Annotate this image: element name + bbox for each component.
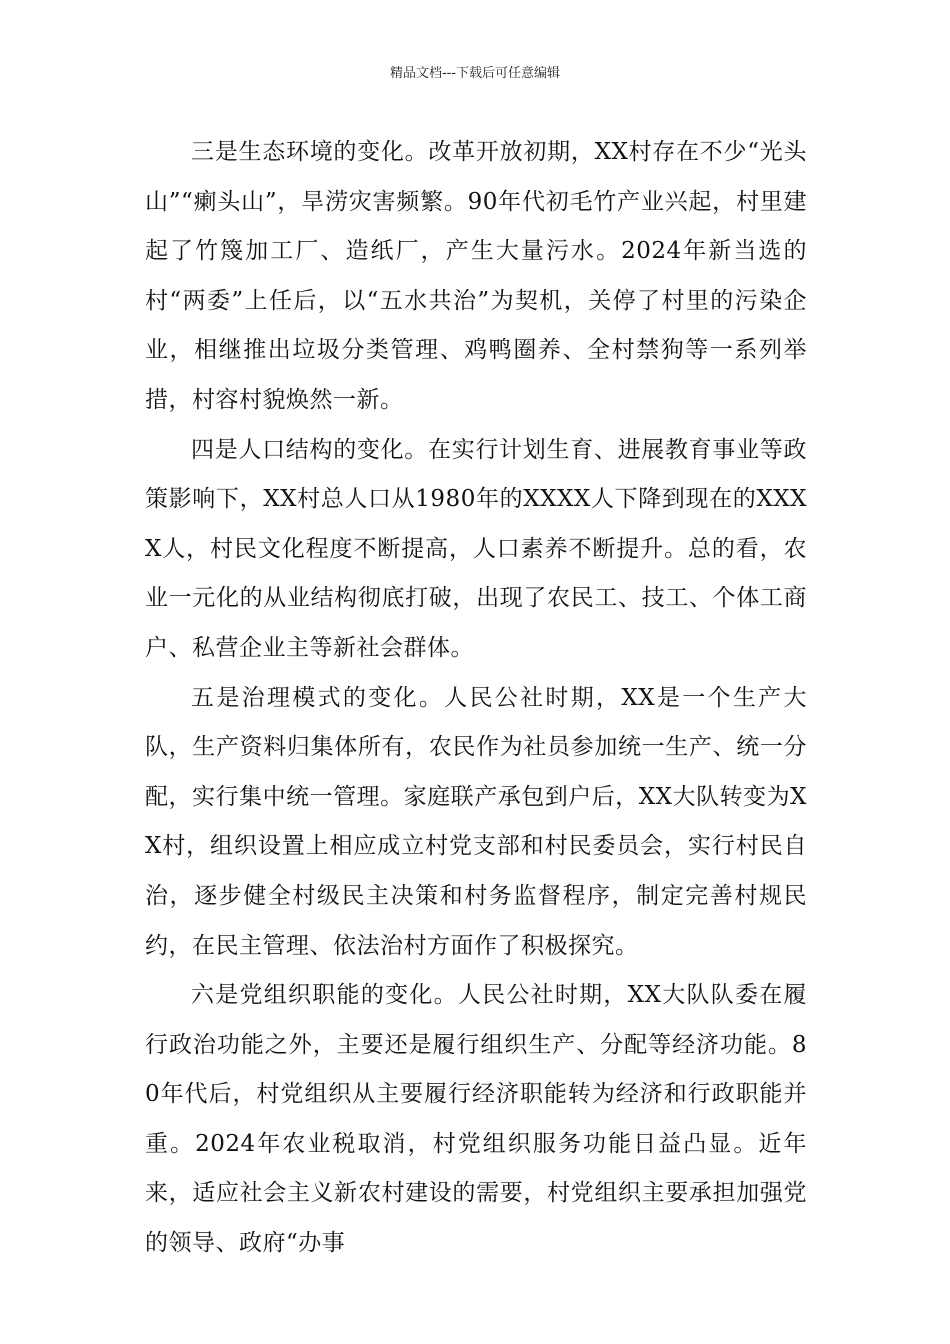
- paragraph-ecology: 三是生态环境的变化。改革开放初期，XX村存在不少“光头山”“瘌头山”，旱涝灾害频繁。90年代初毛竹产业兴起，村里建起了竹篾加工厂、造纸厂，产生大量污水。2024年新当选的村“两委”上任后，以“五水共治”为契机，关停了村里的污染企业，相继推出垃圾分类管理、鸡鸭圈养、全村禁狗等一系列举措，村容村貌焕然一新。: [145, 139, 807, 413]
- page-header: 精品文档---下载后可任意编辑: [389, 66, 561, 81]
- document-body: [145, 128, 807, 1269]
- paragraph-population: 四是人口结构的变化。在实行计划生育、进展教育事业等政策影响下，XX村总人口从1980年的XXXX人下降到现在的XXXX人，村民文化程度不断提高，人口素养不断提升。总的看，农业一元化的从业结构彻底打破，出现了农民工、技工、个体工商户、私营企业主等新社会群体。: [145, 436, 807, 661]
- paragraph-governance: 五是治理模式的变化。人民公社时期，XX是一个生产大队，生产资料归集体所有，农民作为社员参加统一生产、统一分配，实行集中统一管理。家庭联产承包到户后，XX大队转变为XX村，组织设置上相应成立村党支部和村民委员会，实行村民自治，逐步健全村级民主决策和村务监督程序，制定完善村规民约，在民主管理、依法治村方面作了积极探究。: [145, 684, 807, 959]
- paragraph-party-function: 六是党组织职能的变化。人民公社时期，XX大队队委在履行政治功能之外，主要还是履行组织生产、分配等经济功能。80年代后，村党组织从主要履行经济职能转为经济和行政职能并重。2024年农业税取消，村党组织服务功能日益凸显。近年来，适应社会主义新农村建设的需要，村党组织主要承担加强党的领导、政府“办事: [145, 982, 807, 1257]
